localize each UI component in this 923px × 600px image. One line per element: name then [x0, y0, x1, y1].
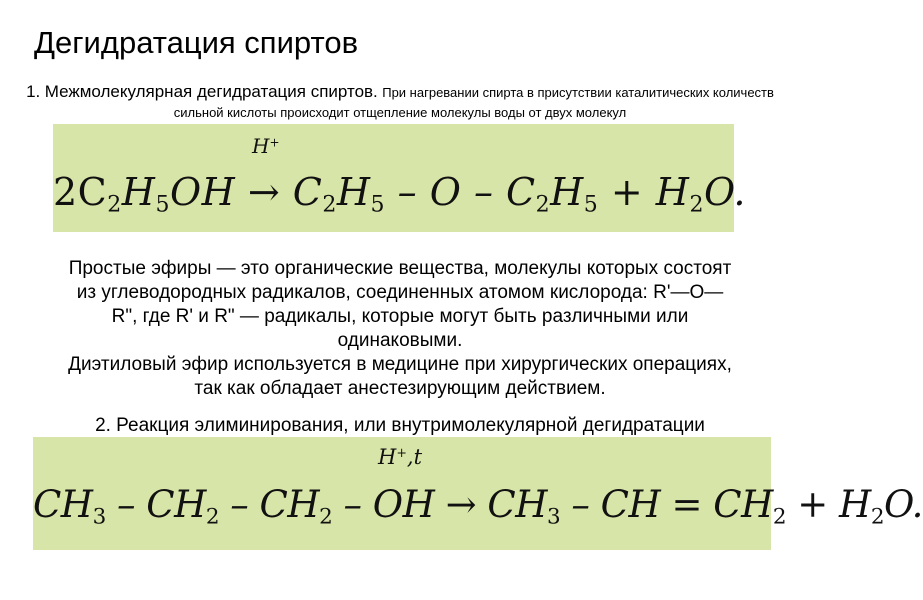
- equation-2-formula: $CH_3 - CH_2 - CH_2$ – OH → $CH_3$ – CH = $CH_2 + H_2O$.: [33, 483, 923, 530]
- section-2-heading-clipped: 2. Реакция элиминирования, или внутримолекулярной дегидратации: [95, 415, 705, 436]
- ethers-line: R", где R' и R" — радикалы, которые могут быть различными или: [111, 306, 689, 327]
- equation-1: [53, 124, 746, 232]
- section-1-paragraph: [12, 82, 788, 123]
- equation-1-condition: H+: [252, 134, 280, 158]
- ethers-line: Простые эфиры — это органические вещества, молекулы которых состоят: [68, 258, 732, 279]
- section-1-heading: Межмолекулярная дегидратация спиртов.: [44, 82, 378, 101]
- section-1-text: При нагревании спирта в присутствии каталитических количеств сильной кислоты происходит отщепление молекулы воды от двух молекул: [173, 85, 774, 120]
- equation-2-condition: H+,t: [378, 445, 423, 469]
- ethers-line: так как обладает анестезирующим действием.: [194, 378, 606, 399]
- equation-1-formula: $2C_2H_5OH \to C_2H_5 - O - C_2H_5 + H_2O$.: [53, 170, 746, 218]
- equation-2: [33, 437, 923, 550]
- ethers-line: из углеводородных радикалов, соединенных атомом кислорода: R'—O—: [76, 282, 724, 303]
- ethers-line: Диэтиловый эфир используется в медицине при хирургических операциях,: [68, 354, 732, 375]
- section-1-number: 1.: [26, 82, 41, 101]
- ethers-line: одинаковыми.: [337, 330, 463, 351]
- ethers-description: [6, 257, 794, 401]
- page-title: Дегидратация спиртов: [34, 25, 359, 60]
